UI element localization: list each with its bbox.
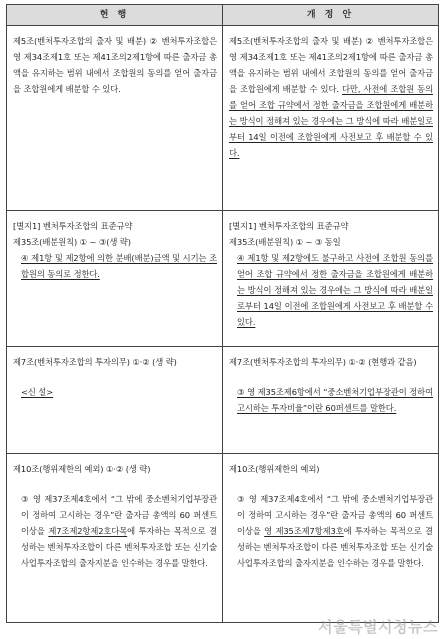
revised-annex1-title: [별지1] 벤처투자조합의 표준규약 — [229, 221, 349, 231]
revised-cell-article7 — [223, 347, 439, 454]
current-article7-new — [13, 384, 217, 400]
revised-cell-article5 — [223, 26, 439, 211]
revised-article7-clause — [229, 384, 433, 416]
revised-annex1-underlined: ④ 제1항 및 제2항에도 불구하고 사전에 조합원 동의를 얻어 조합 규약에서 정한 출자금을 조합원에게 배분하는 방식이 정해져 있는 경우에는 그 방식에 따라 배분일로부터 14일 이전에 조합원에게 사전보고 후 배분할 수 있다. — [237, 253, 433, 327]
revised-article10-title: 제10조(행위제한의 예외) — [229, 464, 320, 474]
current-article10-after: 에 투자하는 목적으로 결성하는 벤처투자조합이 다른 벤처투자조합 또는 신기술사업투자조합의 출자지분을 인수하는 경우를 말한다. — [21, 526, 217, 568]
spacer — [13, 370, 217, 384]
revised-article5-plain: 제5조(벤처투자조합의 출자 및 배분) ② 벤처투자조합은 영 제34조제1호 또는 제41조의2제1항에 따른 출자금 총액을 유지하는 범위 내에서 조합원의 동의를 얻어 출자금을 조합원에게 배분할 수 있다. — [229, 36, 433, 94]
table-row — [7, 26, 439, 211]
current-cell-article5 — [7, 26, 223, 211]
watermark-logo: 서울특별시청뉴스 — [318, 618, 438, 636]
amendment-comparison-table — [6, 4, 439, 623]
revised-article5-added: 다만, 사전에 조합원 동의를 얻어 조합 규약에서 정한 출자금을 조합원에게 배분하는 방식이 정해져 있는 경우에는 그 방식에 따라 배분일로부터 14일 이전에 조합원에게 사전보고 후 배분할 수 있다. — [229, 84, 433, 158]
current-article10-title: 제10조(행위제한의 예외) ①·② (생 략) — [13, 464, 151, 474]
revised-article5-text — [229, 33, 433, 161]
table-row — [7, 211, 439, 347]
revised-article10-after: 에 투자하는 목적으로 결성하는 벤처투자조합이 다른 벤처투자조합 또는 신기술사업투자조합의 출자지분을 인수하는 경우를 말한다. — [237, 526, 433, 568]
table-row — [7, 347, 439, 454]
revised-annex1-clause — [229, 250, 433, 330]
header-revised: 개 정 안 — [223, 5, 439, 26]
revised-article7-underlined: ③ 영 제35조제6항에서 “중소벤처기업부장관이 정하여 고시하는 투자비율”이란 60퍼센트를 말한다. — [237, 387, 433, 413]
table-row — [7, 454, 439, 623]
current-article5-text: 제5조(벤처투자조합의 출자 및 배분) ② 벤처투자조합은 영 제34조제1호 또는 제41조의2제1항에 따른 출자금 총액을 유지하는 범위 내에서 조합원의 동의를 얻어 출자금을 조합원에게 배분할 수 있다. — [13, 36, 217, 94]
current-article10-clause — [13, 491, 217, 571]
current-cell-article7 — [7, 347, 223, 454]
current-cell-annex1 — [7, 211, 223, 347]
table-header-row — [7, 5, 439, 26]
current-article10-underlined: 제7조제2항제2호다목 — [48, 526, 128, 536]
current-article10-before: ③ 영 제37조제4호에서 “그 밖에 중소벤처기업부장관이 정하여 고시하는 경우”란 출자금 총액의 60 퍼센트 이상을 — [21, 494, 217, 536]
revised-cell-article10 — [223, 454, 439, 623]
revised-article10-before: ③ 영 제37조제4호에서 “그 밖에 중소벤처기업부장관이 정하여 고시하는 경우”란 출자금 총액의 60 퍼센트 이상을 — [237, 494, 433, 536]
current-annex1-sub: 제35조(배분원칙) ① ~ ③(생 략) — [13, 237, 131, 247]
current-annex1-title: [별지1] 벤처투자조합의 표준규약 — [13, 221, 133, 231]
revised-article10-clause — [229, 491, 433, 571]
revised-annex1-sub: 제35조(배분원칙) ① ~ ③ 동일 — [229, 237, 341, 247]
current-annex1-clause — [13, 250, 217, 282]
spacer — [229, 370, 433, 384]
spacer — [13, 477, 217, 491]
current-annex1-underlined: ④ 제1항 및 제2항에 의한 분배(배분)금액 및 시기는 조합원의 동의로 정한다. — [21, 253, 217, 279]
current-article7-underlined: <신 설> — [21, 387, 54, 397]
current-cell-article10 — [7, 454, 223, 623]
spacer — [229, 477, 433, 491]
current-article7-title: 제7조(벤처투자조합의 투자의무) ①·② (생 략) — [13, 357, 177, 367]
revised-article10-underlined: 영 제35조제7항제3호 — [264, 526, 344, 536]
revised-cell-annex1 — [223, 211, 439, 347]
revised-article7-title: 제7조(벤처투자조합의 투자의무) ①·② (현행과 같음) — [229, 357, 417, 367]
header-current: 현 행 — [7, 5, 223, 26]
